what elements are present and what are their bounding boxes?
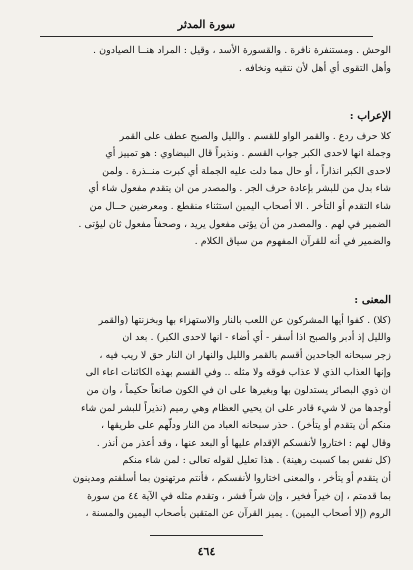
text-line: شاء التقدم أو التأخر . الا أصحاب اليمين استثناء منقطع . ومعرضين حــال من [89,200,391,212]
text-line: الوحش . ومستنفرة نافرة . والقسورة الأسد ، وقيل : المراد هنــا الصيادون . [92,45,391,56]
text-line: بما قدمتم ، إن خيراً فخير ، وإن شراً فشر ، وتقدم مثله في الآية ٤٤ من سورة [87,490,391,502]
text-line: أوجدها من لا شيء قادر على ان يحيي العظام وهي رميم (نذيراً للبشر لمن شاء [80,402,391,414]
meaning-section [22,292,391,523]
text-line: (كل نفس بما كسبت رهينة) . هذا تعليل لقوله تعالى : لمن شاء منكم [122,455,391,467]
footer-rule [150,535,263,536]
text-line: الضمير في لهم . والمصدر من أن يؤتى مفعول يريد ، وصحفاً مفعول ثان ليؤتى . [78,218,391,230]
irab-section [22,108,391,251]
text-line: والليل إذ أدبر والصبح اذا أسفر - أي أضاء - انها لاحدى الكبر) . بعد ان [122,332,391,344]
text-line: والضمير في أنه للقرآن المفهوم من سياق الكلام . [194,236,391,248]
text-line: أن يتقدم أو يتأخر ، والمعنى اختاروا لأنفسكم ، فأنتم مرتهنون بما أسلفتم ومدينون [72,472,391,484]
text-line: وقال لهم : اختاروا لأنفسكم الإقدام عليها أو البعد عنها ، وقد أعذر من أنذر . [96,437,391,449]
text-line: ان ذوي البصائر يستدلون بها وبغيرها على ان في الكون صانعاً حكيماً ، وان من [86,384,391,396]
meaning-heading: المعنى : [354,294,391,306]
page-number: ٤٦٤ [197,545,216,558]
text-line: شاء بدل من للبشر بإعادة حرف الجر . والمصدر من ان يتقدم مفعول شاء أي [88,183,391,195]
text-line: وجملة انها لاحدى الكبر جواب القسم . ونذيراً قال البيضاوي : هو تمييز أي [105,148,391,160]
text-line: وإنها العذاب الذي لا عذاب فوقه ولا مثله .. وفي القسم بهذه الكائنات اعاء الى [85,367,391,379]
header-rule [40,36,373,37]
irab-heading: الإعراب : [349,110,391,122]
text-line: زجر سبحانه الجاحدين أقسم بالقمر والليل والنهار ان النار حق لا ريب فيه ، [99,349,391,361]
text-line: لاحدى الكبر انذاراً ، أو حال مما دلت عليه الجملة أي كبرت منــذرة . ولمن [102,165,391,177]
text-line: الروم (إلا أصحاب اليمين) . يميز القرآن عن المتقين بأصحاب اليمين والمسنة ، [85,508,391,520]
text-line: كلا حرف ردع . والقمر الواو للقسم . والليل والصبح عطف على القمر [119,130,391,142]
top-paragraph [22,42,391,77]
text-line: (كلا) . كفوا أيها المشركون عن اللعب بالنار والاستهزاء بها وبخزنتها (والقمر [98,314,391,326]
running-header: سورة المدثر [177,18,236,31]
text-line: منكم أن يتقدم أو يتأخر) . حذر سبحانه العباد من النار ودلّهم على طريقها ، [101,420,391,432]
text-line: وأهل التقوى أي أهل لأن نتقيه ونخافه . [238,62,391,74]
